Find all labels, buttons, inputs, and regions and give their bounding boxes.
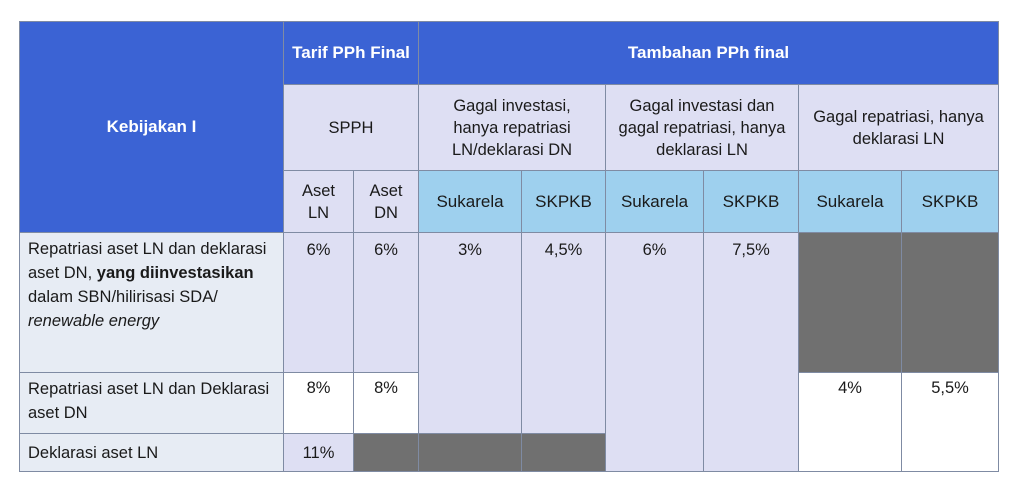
cell-aset-dn: 6% xyxy=(354,233,419,373)
cell-inactive xyxy=(522,434,606,472)
gagal-investasi-dan-repatriasi-header: Gagal investasi dan gagal repatriasi, hanya deklarasi LN xyxy=(606,85,799,171)
row-label-part1: Repatriasi aset LN dan deklarasi aset DN, xyxy=(28,240,267,282)
row-label-repatriasi: Repatriasi aset LN dan Deklarasi aset DN xyxy=(20,373,284,434)
table-row xyxy=(20,233,999,373)
cell-aset-ln: 6% xyxy=(284,233,354,373)
cell-inactive xyxy=(354,434,419,472)
spph-header: SPPH xyxy=(284,85,419,171)
cell-c-skpkb: 5,5% xyxy=(902,373,999,472)
tambahan-pph-final-header: Tambahan PPh final xyxy=(419,22,999,85)
gagal-repatriasi-header: Gagal repatriasi, hanya deklarasi LN xyxy=(799,85,999,171)
aset-ln-header: Aset LN xyxy=(284,171,354,233)
cell-aset-dn: 8% xyxy=(354,373,419,434)
row-label-italic: renewable energy xyxy=(28,312,160,330)
sukarela-header-b: Sukarela xyxy=(606,171,704,233)
aset-dn-header: Aset DN xyxy=(354,171,419,233)
sukarela-header-a: Sukarela xyxy=(419,171,522,233)
skpkb-header-c: SKPKB xyxy=(902,171,999,233)
cell-b-sukarela: 6% xyxy=(606,233,704,472)
cell-a-skpkb: 4,5% xyxy=(522,233,606,434)
cell-b-skpkb: 7,5% xyxy=(704,233,799,472)
row-label-deklarasi: Deklarasi aset LN xyxy=(20,434,284,472)
policy-header: Kebijakan I xyxy=(20,22,284,233)
cell-c-sukarela: 4% xyxy=(799,373,902,472)
sukarela-header-c: Sukarela xyxy=(799,171,902,233)
cell-inactive xyxy=(902,233,999,373)
skpkb-header-b: SKPKB xyxy=(704,171,799,233)
row-label-investasi xyxy=(20,233,284,373)
skpkb-header-a: SKPKB xyxy=(522,171,606,233)
cell-aset-ln: 11% xyxy=(284,434,354,472)
row-label-bold: yang diinvestasikan xyxy=(96,264,254,282)
row-label-part2: dalam SBN/hilirisasi SDA/ xyxy=(28,288,218,306)
tax-rate-table-container xyxy=(19,21,998,471)
cell-inactive xyxy=(799,233,902,373)
cell-a-sukarela: 3% xyxy=(419,233,522,434)
tarif-pph-final-header: Tarif PPh Final xyxy=(284,22,419,85)
gagal-investasi-repatriasi-header: Gagal investasi, hanya repatriasi LN/deklarasi DN xyxy=(419,85,606,171)
tax-rate-table xyxy=(19,21,999,472)
cell-inactive xyxy=(419,434,522,472)
cell-aset-ln: 8% xyxy=(284,373,354,434)
